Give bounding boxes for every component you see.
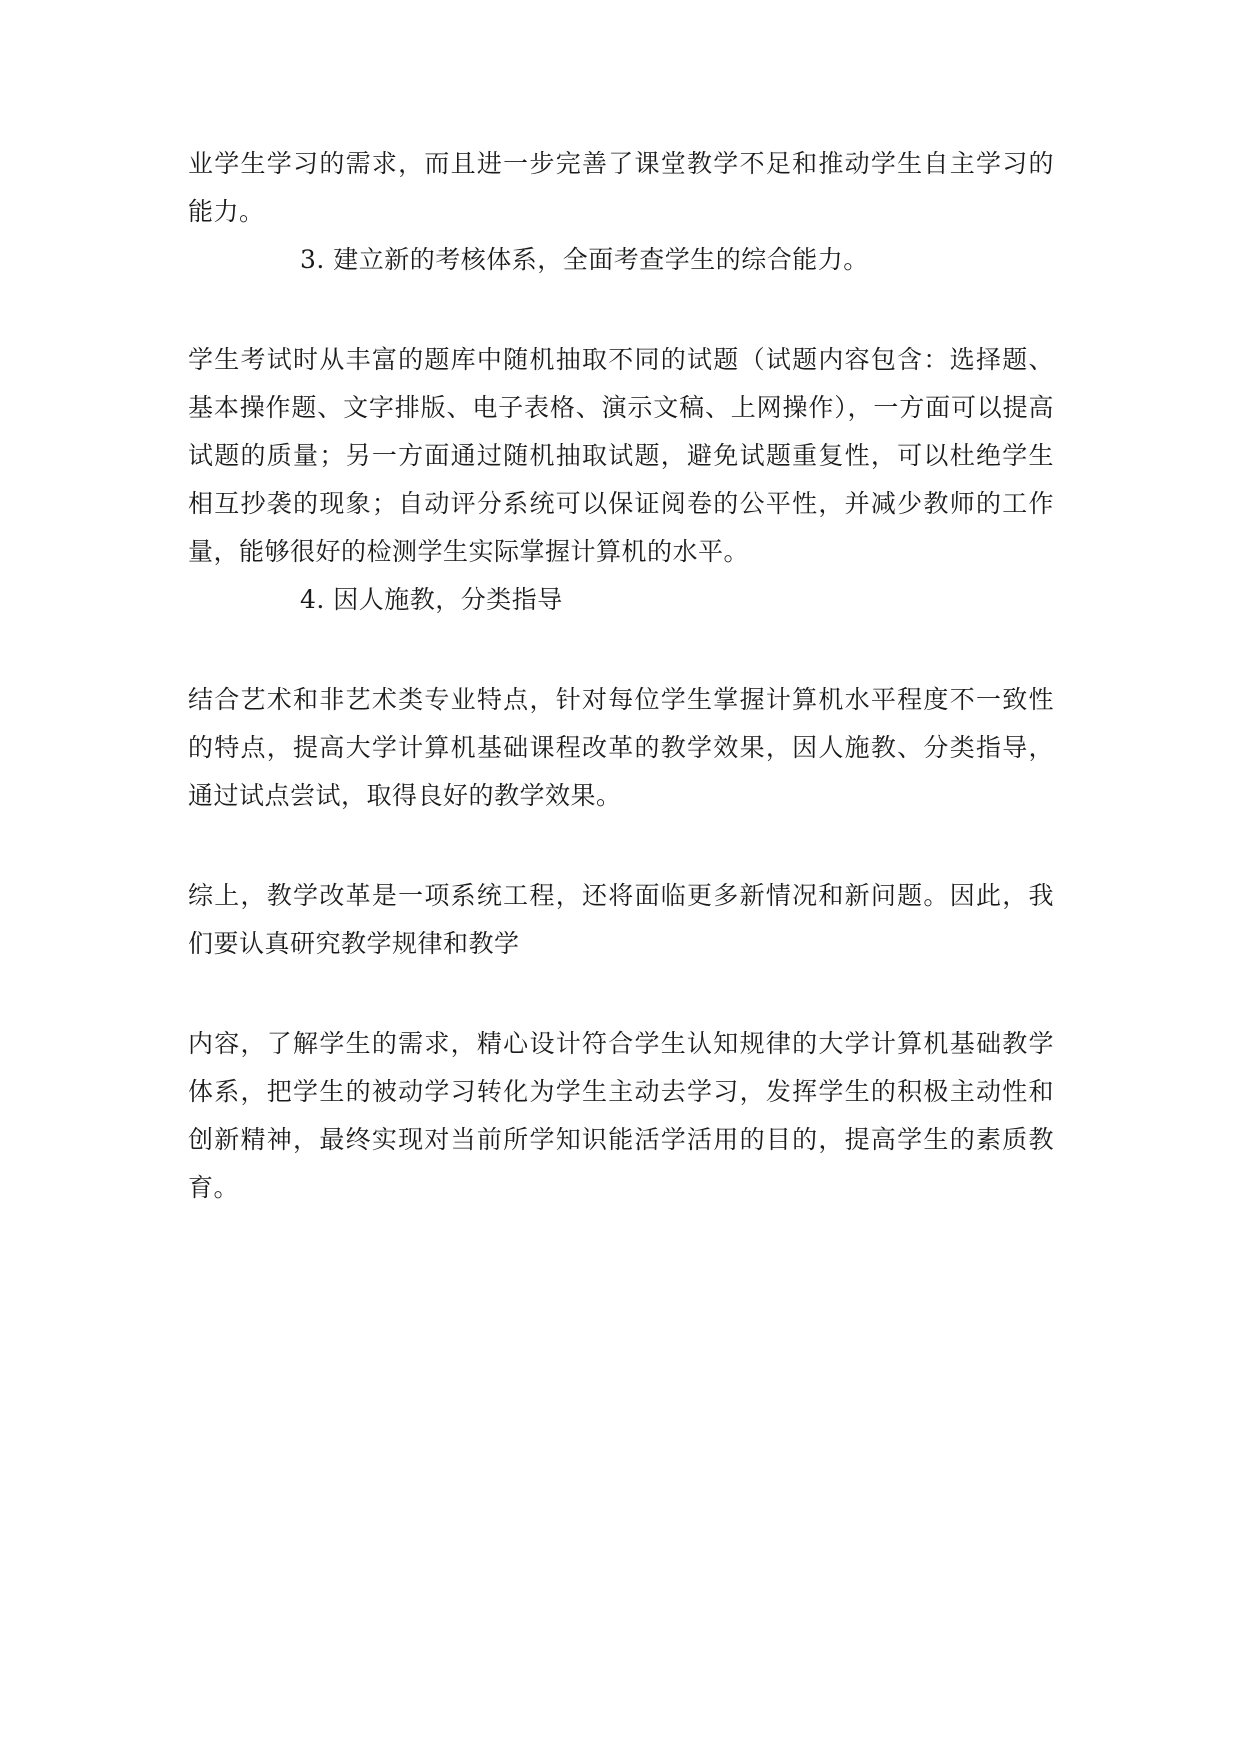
paragraph-5: 内容，了解学生的需求，精心设计符合学生认知规律的大学计算机基础教学体系，把学生的被动学习转化为学生主动去学习，发挥学生的积极主动性和创新精神，最终实现对当前所学知识能活学活用的目的，提高学生的素质教育。	[188, 1029, 1054, 1202]
section-heading-4: 4. 因人施教，分类指导	[300, 585, 563, 614]
spacer	[188, 820, 1054, 872]
paragraph-4: 综上，教学改革是一项系统工程，还将面临更多新情况和新问题。因此，我们要认真研究教学规律和教学	[188, 881, 1054, 958]
spacer	[188, 968, 1054, 1020]
paragraph-1: 业学生学习的需求，而且进一步完善了课堂教学不足和推动学生自主学习的能力。	[188, 149, 1054, 226]
paragraph-2: 学生考试时从丰富的题库中随机抽取不同的试题（试题内容包含：选择题、基本操作题、文字排版、电子表格、演示文稿、上网操作），一方面可以提高试题的质量；另一方面通过随机抽取试题，避免试题重复性，可以杜绝学生相互抄袭的现象；自动评分系统可以保证阅卷的公平性，并减少教师的工作量，能够很好的检测学生实际掌握计算机的水平。	[188, 345, 1054, 566]
paragraph-3: 结合艺术和非艺术类专业特点，针对每位学生掌握计算机水平程度不一致性的特点，提高大学计算机基础课程改革的教学效果，因人施教、分类指导，通过试点尝试，取得良好的教学效果。	[188, 685, 1054, 810]
document-body	[188, 140, 1054, 1212]
spacer	[188, 624, 1054, 676]
spacer	[188, 284, 1054, 336]
section-heading-3: 3. 建立新的考核体系，全面考查学生的综合能力。	[300, 245, 869, 274]
